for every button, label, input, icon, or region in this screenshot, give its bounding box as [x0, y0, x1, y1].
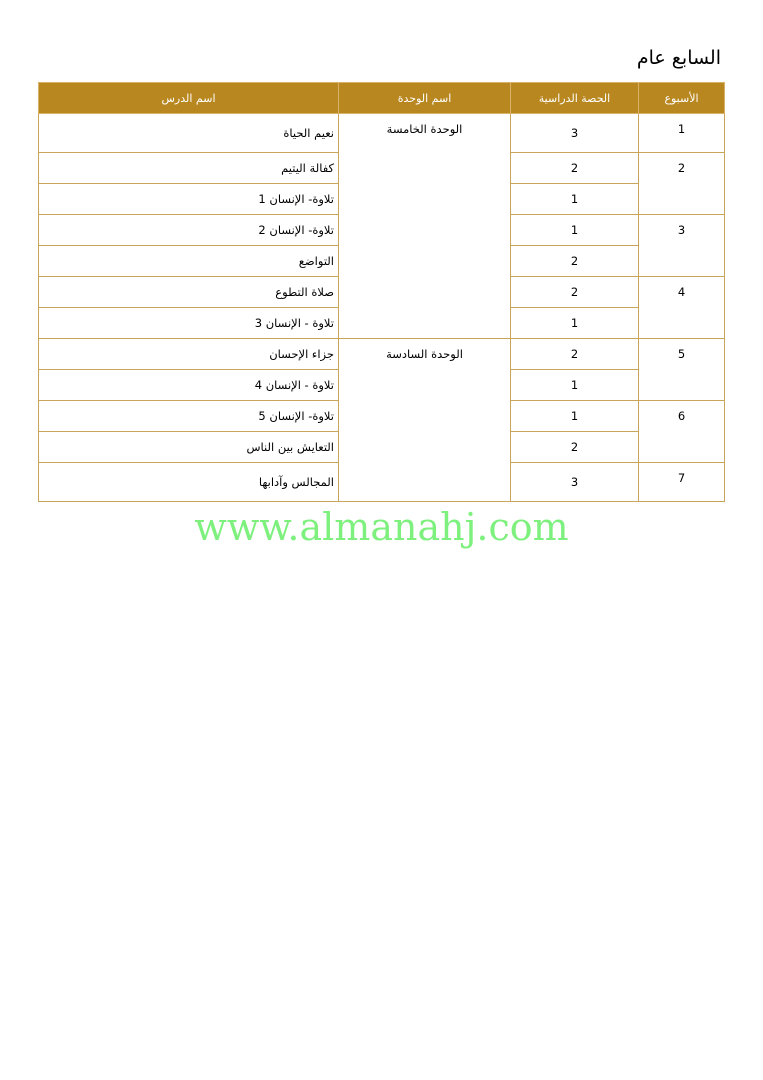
period-cell: 1	[511, 215, 639, 246]
table-header-row	[39, 83, 725, 114]
lesson-cell: التواضع	[39, 246, 339, 277]
week-cell: 4	[639, 277, 725, 339]
week-cell: 3	[639, 215, 725, 277]
period-cell: 2	[511, 246, 639, 277]
period-cell: 1	[511, 401, 639, 432]
table-row	[39, 114, 725, 153]
lesson-cell: التعايش بين الناس	[39, 432, 339, 463]
unit-cell: الوحدة السادسة	[339, 339, 511, 502]
period-cell: 3	[511, 463, 639, 502]
lesson-cell: جزاء الإحسان	[39, 339, 339, 370]
lesson-cell: تلاوة - الإنسان 3	[39, 308, 339, 339]
watermark-text: www.almanahj.com	[194, 505, 569, 549]
lesson-cell: تلاوة- الإنسان 2	[39, 215, 339, 246]
period-cell: 2	[511, 339, 639, 370]
header-week: الأسبوع	[639, 83, 725, 114]
period-cell: 2	[511, 432, 639, 463]
header-unit: اسم الوحدة	[339, 83, 511, 114]
lesson-cell: كفالة اليتيم	[39, 153, 339, 184]
lesson-cell: المجالس وآدابها	[39, 463, 339, 502]
lesson-schedule-table	[38, 82, 725, 502]
unit-cell: الوحدة الخامسة	[339, 114, 511, 339]
table-row	[39, 339, 725, 370]
period-cell: 1	[511, 308, 639, 339]
period-cell: 3	[511, 114, 639, 153]
period-cell: 1	[511, 370, 639, 401]
week-cell: 1	[639, 114, 725, 153]
week-cell: 2	[639, 153, 725, 215]
page-title: السابع عام	[636, 47, 721, 69]
period-cell: 2	[511, 277, 639, 308]
lesson-cell: تلاوة- الإنسان 1	[39, 184, 339, 215]
header-lesson: اسم الدرس	[39, 83, 339, 114]
header-period: الحصة الدراسية	[511, 83, 639, 114]
week-cell: 6	[639, 401, 725, 463]
lesson-cell: نعيم الحياة	[39, 114, 339, 153]
period-cell: 2	[511, 153, 639, 184]
period-cell: 1	[511, 184, 639, 215]
week-cell: 7	[639, 463, 725, 502]
week-cell: 5	[639, 339, 725, 401]
lesson-cell: صلاة التطوع	[39, 277, 339, 308]
lesson-cell: تلاوة- الإنسان 5	[39, 401, 339, 432]
lesson-cell: تلاوة - الإنسان 4	[39, 370, 339, 401]
